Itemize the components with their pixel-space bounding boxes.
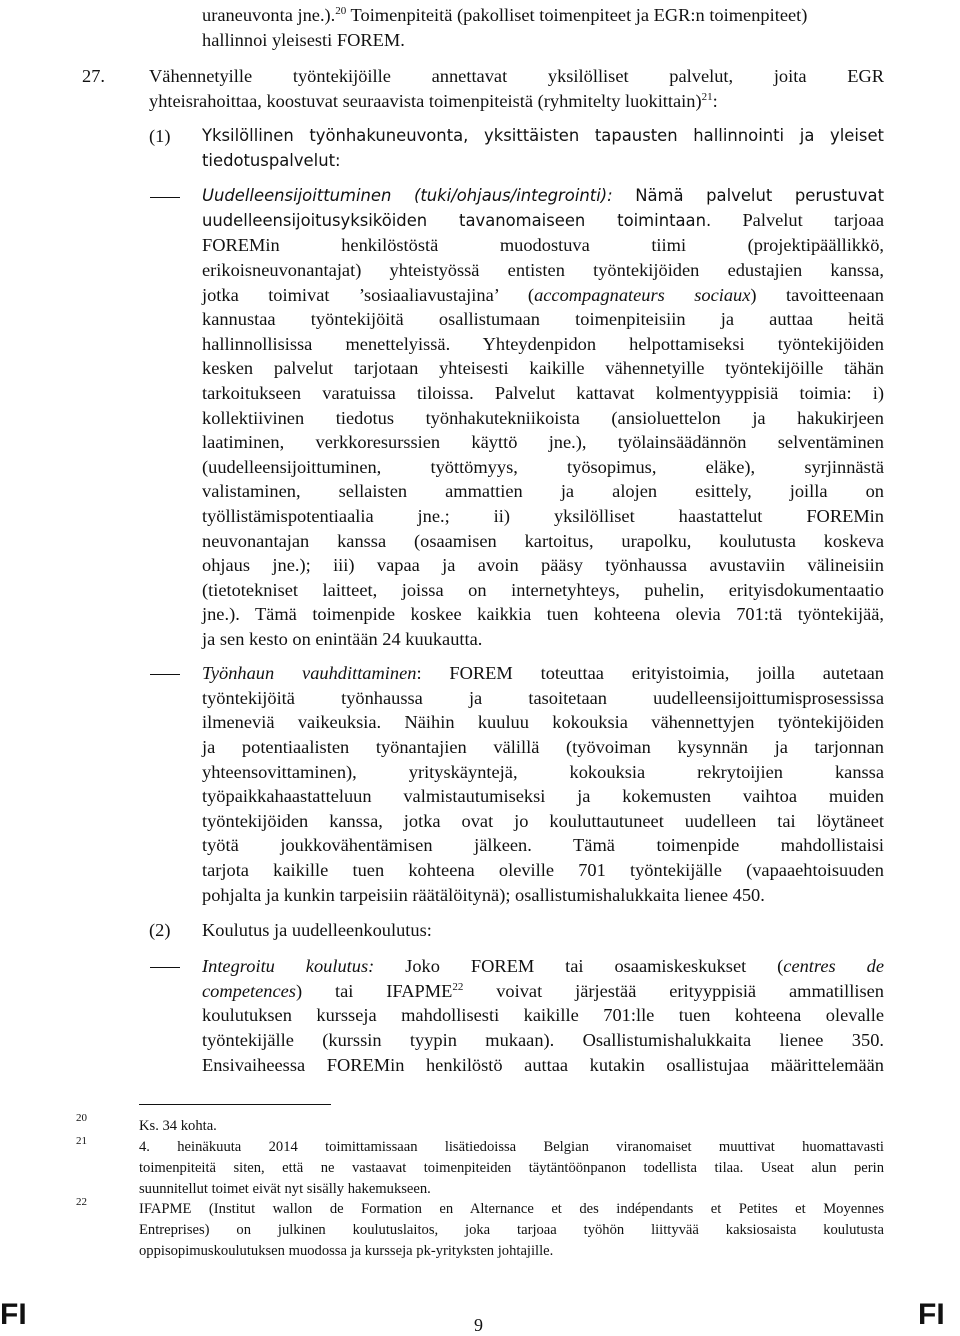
text-line: koulutuksen kursseja mahdollisesti kaikille 701:lle tuen kohteena olevalle xyxy=(202,1005,884,1025)
text-line: uudelleensijoitusyksiköiden tavanomaiseen toimintaan. Palvelut tarjoaa xyxy=(202,210,884,230)
footnote-number: 20 xyxy=(76,1112,87,1124)
text-line: ja sen kesto on enintään 24 kuukautta. xyxy=(202,629,483,649)
text-line: tarkoitukseen varatuissa tiloissa. Palvelut kattavat kolmentyyppisiä toimia: i) xyxy=(202,383,884,403)
text-line: Uudelleensijoittuminen (tuki/ohjaus/integrointi): Nämä palvelut perustuvat xyxy=(202,186,884,205)
text-line: työntekijälle (kurssin tyypin mukaan). Osallistumishalukkaita lienee 350. xyxy=(202,1030,884,1050)
section-heading: Koulutus ja uudelleenkoulutus: xyxy=(202,920,432,940)
text-line: yhteensovittaminen), yrityskäyntejä, kokouksia rekrytoijien kanssa xyxy=(202,762,884,782)
bullet-dash xyxy=(150,967,180,968)
text-line: Vähennetyille työntekijöille annettavat yksilölliset palvelut, joita EGR xyxy=(149,66,884,86)
text-line: ohjaus jne.); iii) vapaa ja avoin pääsy työnhaussa avustaviin välineisiin xyxy=(202,555,884,575)
text-line: neuvonantajan kanssa (osaamisen kartoitus, urapolku, koulutusta koskeva xyxy=(202,531,884,551)
footer-language-right: FI xyxy=(918,1298,945,1331)
page-number: 9 xyxy=(474,1315,483,1335)
section-heading: tiedotuspalvelut: xyxy=(202,151,341,170)
text-line: (uudelleensijoittuminen, työttömyys, työsopimus, eläke), syrjinnästä xyxy=(202,457,884,477)
footnote-number: 21 xyxy=(76,1135,87,1147)
text-line: kesken palvelut tarjotaan yhteisesti kaikille vähennetyille työntekijöille tähän xyxy=(202,358,884,378)
text-line: hallinnollisissa menettelyissä. Yhteydenpidon helpottamiseksi työntekijöiden xyxy=(202,334,884,354)
section-number: (2) xyxy=(149,920,171,940)
text-line: Integroitu koulutus: Joko FOREM tai osaamiskeskukset (centres de xyxy=(202,956,884,976)
text-line: competences) tai IFAPME$^{22}$ voivat järjestää erityyppisiä ammatillisen xyxy=(202,981,884,1001)
footnote-text: 4. heinäkuuta 2014 toimittamissaan lisätiedoissa Belgian viranomaiset muuttivat huomattavasti xyxy=(139,1139,884,1155)
text-line: laatiminen, verkkoresurssien käyttö jne.), työlainsäädännön selventäminen xyxy=(202,432,884,452)
text-line: työpaikkahaastatteluun valmistautumiseksi ja kokemusten vaihtoa muiden xyxy=(202,786,884,806)
text-line: kollektiivinen tiedotus työnhakutekniikoista (ansioluettelon ja hakukirjeen xyxy=(202,408,884,428)
text-line: uraneuvonta jne.).$^{20}$ Toimenpiteitä (pakolliset toimenpiteet ja EGR:n toimenpiteet) xyxy=(202,5,808,25)
footnote-text: Entreprises) on julkinen koulutuslaitos, joka tarjoaa työhön liittyvää kaksiosaista koulutusta xyxy=(139,1222,884,1238)
text-line: valistaminen, sellaisten ammattien ja alojen esittely, joilla on xyxy=(202,481,884,501)
footnote-separator xyxy=(139,1104,331,1105)
bullet-dash xyxy=(150,197,180,198)
footnote-text: suunnitellut toimet eivät nyt sisälly hakemukseen. xyxy=(139,1181,431,1197)
section-number: (1) xyxy=(149,126,171,146)
paragraph-number: 27. xyxy=(82,66,105,86)
text-line: erikoisneuvonantajat) yhteistyössä entisten työntekijöiden edustajien kanssa, xyxy=(202,260,884,280)
text-line: työntekijöitä työnhaussa ja tasoitetaan uudelleensijoittumisprosessissa xyxy=(202,688,884,708)
text-line: jotka toimivat ’sosiaaliavustajina’ (accompagnateurs sociaux) tavoitteenaan xyxy=(202,285,885,305)
section-heading: Yksilöllinen työnhakuneuvonta, yksittäisten tapausten hallinnointi ja yleiset xyxy=(202,126,884,145)
text-line: ilmeneviä vaikeuksia. Näihin kuuluu kokouksia vähennettyjen työntekijöiden xyxy=(202,712,884,732)
footnote-text: oppisopimuskoulutuksen muodossa ja kursseja pk-yrityksten johtajille. xyxy=(139,1243,554,1259)
text-line: Ensivaiheessa FOREMin henkilöstö auttaa kutakin osallistujaa määrittelemään xyxy=(202,1055,884,1075)
text-line: työllistämispotentiaalia jne.; ii) yksilölliset haastattelut FOREMin xyxy=(202,506,884,526)
text-line: työntekijöiden kanssa, jotka ovat jo kouluttautuneet uudelleen tai löytäneet xyxy=(202,811,884,831)
footnote-text: toimenpiteitä siten, että ne vastaavat toimenpiteiden täytäntöönpanon todellista tilaa. Useat alun perin xyxy=(139,1160,884,1176)
text-line: työtä joukkovähentämisen jälkeen. Tämä toimenpide mahdollistaisi xyxy=(202,835,884,855)
text-line: hallinnoi yleisesti FOREM. xyxy=(202,30,405,50)
footer-language-left: FI xyxy=(0,1298,27,1331)
text-line: FOREMin henkilöstöstä muodostuva tiimi (projektipäällikkö, xyxy=(202,235,884,255)
footnote-text: Ks. 34 kohta. xyxy=(139,1118,217,1134)
text-line: kannustaa työntekijöitä osallistumaan toimenpiteisiin ja auttaa heitä xyxy=(202,309,884,329)
text-line: ja potentiaalisten työnantajien välillä (työvoiman kysynnän ja tarjonnan xyxy=(202,737,884,757)
footnote-number: 22 xyxy=(76,1196,87,1208)
text-line: (tietotekniset laitteet, joissa on internetyhteys, puhelin, erityisdokumentaatio xyxy=(202,580,884,600)
text-line: Työnhaun vauhdittaminen: FOREM toteuttaa erityistoimia, joilla autetaan xyxy=(202,663,885,683)
bullet-dash xyxy=(150,674,180,675)
text-line: yhteisrahoittaa, koostuvat seuraavista toimenpiteistä (ryhmitelty luokittain)$^{21}$: xyxy=(149,91,718,111)
text-line: pohjalta ja kunkin tarpeisiin räätälöitynä); osallistumishalukkaita lienee 450. xyxy=(202,885,765,905)
footnote-text: IFAPME (Institut wallon de Formation en Alternance et des indépendants et Petites et Moyennes xyxy=(139,1201,884,1217)
text-line: jne.). Tämä toimenpide koskee kaikkia tuen kohteena olevia 701:tä työntekijää, xyxy=(202,604,884,624)
text-line: tarjota kaikille tuen kohteena oleville 701 työntekijälle (vapaaehtoisuuden xyxy=(202,860,884,880)
